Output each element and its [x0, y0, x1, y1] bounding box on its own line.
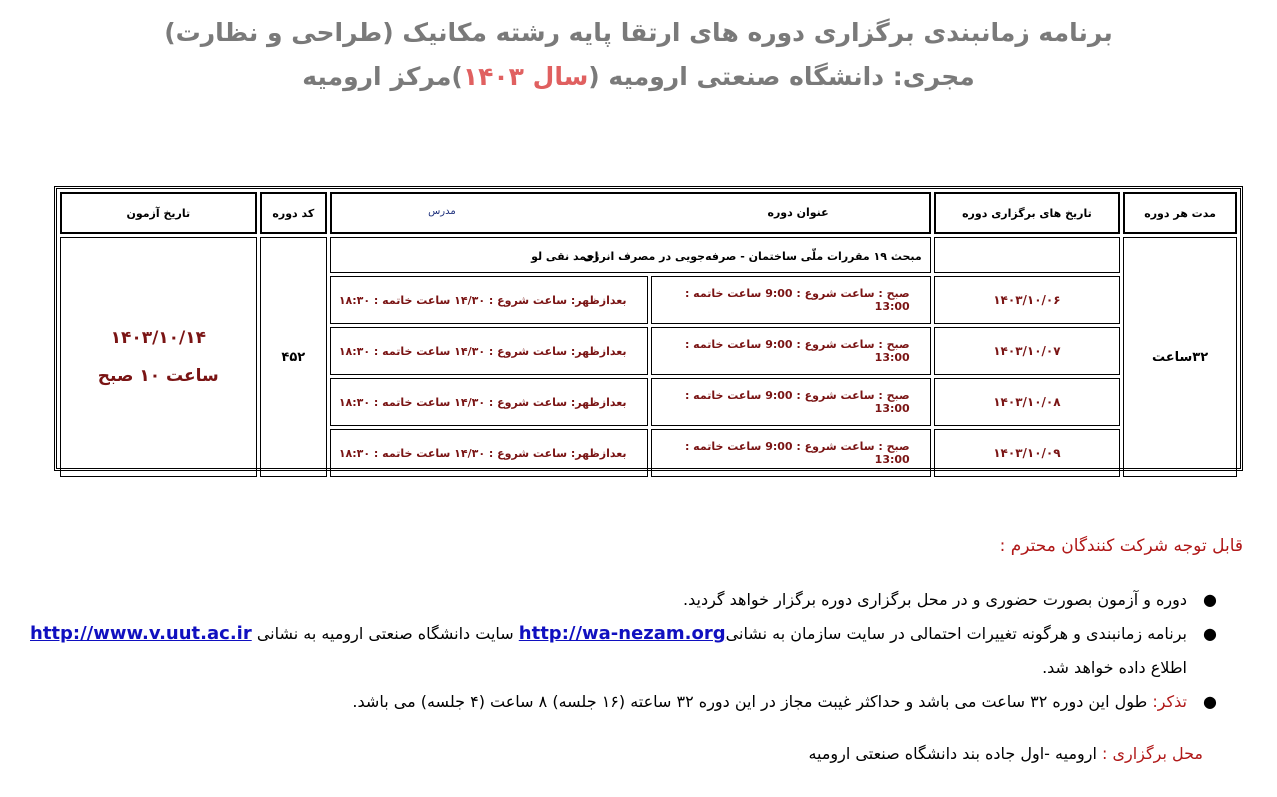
venue-text: ارومیه -اول جاده بند دانشگاه صنعتی ارومیه: [808, 744, 1102, 763]
exam-date-cell: [60, 237, 257, 477]
note-text: اطلاع داده خواهد شد.: [1042, 658, 1187, 677]
course-code-cell: ۴۵۲: [260, 237, 328, 477]
session-morning: صبح : ساعت شروع : 9:00 ساعت خاتمه : 13:00: [651, 327, 931, 375]
header-duration: مدت هر دوره: [1123, 192, 1237, 234]
note-text: طول این دوره ۳۲ ساعت می باشد و حداکثر غیبت مجاز در این دوره ۳۲ ساعته (۱۶ جلسه) ۸ ساعت (۴ جلسه) می باشد.: [352, 692, 1153, 711]
page-subtitle: [0, 62, 1277, 91]
schedule-table: [57, 189, 1240, 480]
course-title: مبحث ۱۹ مقررات ملّی ساختمان - صرفه‌جویی در مصرف انرژی: [583, 250, 922, 263]
table-header-row: [60, 192, 1237, 234]
subtitle-prefix: مجری: دانشگاه صنعتی ارومیه (: [588, 62, 975, 91]
header-exam: تاریخ آزمون: [60, 192, 257, 234]
page-title: برنامه زمانبندی برگزاری دوره های ارتقا پایه رشته مکانیک (طراحی و نظارت): [164, 18, 1113, 47]
nezam-link[interactable]: http://wa-nezam.org: [518, 623, 726, 644]
session-afternoon: بعدازظهر: ساعت شروع : ۱۴/۳۰ ساعت خاتمه : ۱۸:۳۰: [330, 327, 647, 375]
note-text: برنامه زمانبندی و هرگونه تغییرات احتمالی در سایت سازمان به نشانی: [725, 624, 1187, 643]
session-morning: صبح : ساعت شروع : 9:00 ساعت خاتمه : 13:00: [651, 276, 931, 324]
session-afternoon: بعدازظهر: ساعت شروع : ۱۴/۳۰ ساعت خاتمه : ۱۸:۳۰: [330, 429, 647, 477]
exam-time: ساعت ۱۰ صبح: [97, 366, 219, 386]
bullet-icon: ●: [1203, 624, 1217, 643]
course-title-cell: [330, 237, 931, 273]
header-code: کد دوره: [260, 192, 328, 234]
header-dates: تاریخ های برگزاری دوره: [934, 192, 1120, 234]
notice-heading: قابل توجه شرکت کنندگان محترم :: [999, 536, 1243, 556]
notes-list: [30, 583, 1217, 719]
subtitle-year: سال ۱۴۰۳: [462, 62, 589, 91]
session-morning: صبح : ساعت شروع : 9:00 ساعت خاتمه : 13:00: [651, 378, 931, 426]
header-teacher-label: مدرس: [428, 206, 456, 217]
session-date: ۱۴۰۳/۱۰/۰۶: [934, 276, 1120, 324]
bullet-icon: ●: [1203, 692, 1217, 711]
reminder-label: تذکر:: [1152, 692, 1187, 711]
list-item: [30, 583, 1217, 617]
exam-date: ۱۴۰۳/۱۰/۱۴: [110, 328, 206, 348]
session-afternoon: بعدازظهر: ساعت شروع : ۱۴/۳۰ ساعت خاتمه : ۱۸:۳۰: [330, 276, 647, 324]
header-course-label: عنوان دوره: [767, 206, 829, 219]
empty-date-cell: [934, 237, 1120, 273]
session-date: ۱۴۰۳/۱۰/۰۹: [934, 429, 1120, 477]
list-item: [30, 685, 1217, 719]
schedule-table-frame: [54, 186, 1243, 471]
session-date: ۱۴۰۳/۱۰/۰۷: [934, 327, 1120, 375]
list-item: [30, 617, 1217, 685]
duration-cell: ۳۲ساعت: [1123, 237, 1237, 477]
teacher-name: احمد نقی لو: [531, 250, 599, 263]
bullet-icon: ●: [1203, 590, 1217, 609]
course-title-row: [60, 237, 1237, 273]
session-morning: صبح : ساعت شروع : 9:00 ساعت خاتمه : 13:00: [651, 429, 931, 477]
venue-line: [808, 744, 1203, 763]
university-link[interactable]: http://www.v.uut.ac.ir: [30, 623, 252, 644]
note-text: سایت دانشگاه صنعتی ارومیه به نشانی: [256, 624, 519, 643]
venue-label: محل برگزاری :: [1102, 744, 1203, 763]
session-date: ۱۴۰۳/۱۰/۰۸: [934, 378, 1120, 426]
note-text: دوره و آزمون بصورت حضوری و در محل برگزاری دوره برگزار خواهد گردید.: [683, 590, 1187, 609]
session-afternoon: بعدازظهر: ساعت شروع : ۱۴/۳۰ ساعت خاتمه : ۱۸:۳۰: [330, 378, 647, 426]
subtitle-suffix: )مرکز ارومیه: [302, 62, 463, 91]
header-course: [330, 192, 931, 234]
